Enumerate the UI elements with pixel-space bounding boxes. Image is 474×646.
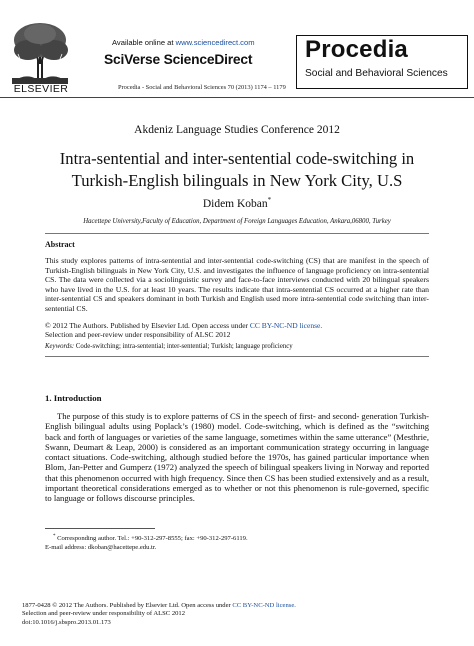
affiliation: Hacettepe University,Faculty of Education, Department of Foreign Languages Education, Ankara,06800, Turkey: [83, 218, 391, 225]
copyright-block: [45, 321, 429, 340]
license-link[interactable]: CC BY-NC-ND license.: [249, 321, 323, 330]
footer-peer-review: Selection and peer-review under responsibility of ALSC 2012: [22, 610, 186, 618]
keywords-line: [45, 343, 429, 350]
availability-line: [112, 38, 255, 47]
keywords-list: Code-switching; intra-sentential; inter-sentential; Turkish; language proficiency: [74, 343, 293, 350]
elsevier-tree-logo: [8, 20, 72, 86]
publisher-name: ELSEVIER: [13, 83, 69, 95]
corresponding-author: Corresponding author. Tel.: +90-312-297-8555; fax: +90-312-297-6119.: [55, 535, 248, 543]
conference-name: Akdeniz Language Studies Conference 2012: [134, 124, 340, 136]
footer-doi: doi:10.1016/j.sbspro.2013.01.173: [22, 618, 111, 626]
abstract-top-divider: [45, 233, 429, 234]
footnote: [45, 533, 429, 552]
section-heading: 1. Introduction: [45, 393, 102, 403]
footnote-email: E-mail address: dkoban@hacettepe.edu.tr.: [45, 543, 157, 551]
header-divider: [0, 97, 474, 98]
footer-line-1: [22, 602, 452, 610]
keywords-label: Keywords:: [45, 343, 75, 350]
abstract-bottom-divider: [45, 356, 429, 357]
abstract-heading: Abstract: [45, 240, 75, 249]
footnote-line-1: [45, 533, 429, 544]
sciencedirect-link[interactable]: www.sciencedirect.com: [175, 38, 255, 47]
abstract-text: This study explores patterns of intra-sentential and inter-sentential code-switching (CS) that are manifest in the speech of Turkish-English bilinguals in New York City, U.S. and investigates the influence of language proficiency on intra-sentential CS. The data were collected via a sociolinguistic survey and face-to-face interviews conducted with 20 bilingual speakers who have lived in the U.S. for at least 10 years. The results indicate that intra-sentential CS occurred at a higher rate than inter-sentential CS and speakers dominant in both Turkish and English used more intra-sentential code switching than inter-sentential CS.: [45, 256, 429, 313]
author-line: [0, 196, 474, 210]
author-footnote-mark: *: [267, 196, 272, 204]
brand-subtitle: Social and Behavioral Sciences: [305, 68, 448, 79]
platform-name: SciVerse ScienceDirect: [104, 52, 253, 67]
paper-title: Intra-sentential and inter-sentential code-switching in Turkish-English bilinguals in New York City, U.S: [59, 149, 415, 190]
footer-copyright: 1877-0428 © 2012 The Authors. Published by Elsevier Ltd. Open access under: [22, 602, 233, 609]
brand-title: Procedia: [305, 36, 408, 63]
journal-reference: Procedia - Social and Behavioral Sciences 70 (2013) 1174 – 1179: [118, 84, 286, 91]
peer-review-note: Selection and peer-review under responsibility of ALSC 2012: [45, 330, 231, 340]
copyright-prefix: © 2012 The Authors. Published by Elsevier Ltd. Open access under: [45, 321, 250, 330]
footnote-divider: [45, 528, 155, 529]
footnote-mark: *: [53, 534, 56, 539]
introduction-paragraph: The purpose of this study is to explore patterns of CS in the speech of first- and second- generation Turkish-English bilingual adults using Poplack’s (1980) model. Code-switching, which is defined as the “switching back and forth of languages or varieties of the same language, sometimes within the same utterance” (Mesthrie, Swann, Deumart & Leap, 2000) is considered as an important communication strategy occurring in language contact situations. Code-switching, although studied before the 1970s, has gained particular importance when Blom, Jan-Petter and Gumperz (1972) analyzed the speech of bilingual speakers living in Norway and reported that this phenomenon occurred with high frequency. Since then CS has been studied extensively and as a result, important theoretical considerations emerged as to whether or not this phenomenon is rule-governed, specific to language or follows discourse principles.: [45, 411, 429, 504]
availability-prefix: Available online at: [112, 38, 176, 47]
page-footer: [22, 602, 452, 627]
author-name: Didem Koban: [202, 197, 268, 210]
footer-license-link[interactable]: CC BY-NC-ND license.: [232, 602, 296, 609]
